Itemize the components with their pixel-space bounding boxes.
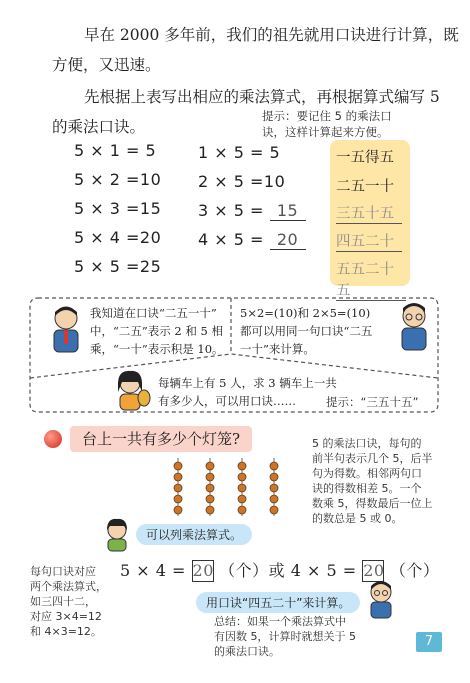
speech-bottom — [158, 374, 337, 410]
rhyme-box — [330, 140, 410, 299]
speech-right-line-2: 都可以用同一句口诀“二五 — [240, 324, 373, 338]
rhyme-1: 一五得五 — [336, 150, 394, 166]
mid-eq-1 — [198, 143, 280, 162]
mid-eq-3-text: 3 × 5 = — [198, 201, 264, 220]
right-note-line-6: 的数总是 5 或 0。 — [312, 512, 403, 525]
speech-right-line-3: 一十”来计算。 — [240, 342, 315, 356]
rhyme-4[interactable]: 四五二十 — [336, 230, 402, 252]
speech-left-line-1: 我知道在口诀“二五一十” — [90, 306, 217, 320]
answer-line — [120, 558, 439, 582]
mid-eq-2-text: 2 × 5 =10 — [198, 172, 286, 191]
right-note-line-1: 5 的乘法口诀，每句的 — [312, 437, 422, 450]
hint-top-line-2: 诀，这样计算起来方便。 — [262, 125, 389, 139]
boy-avatar-icon — [48, 304, 84, 354]
girl-avatar-icon — [112, 370, 152, 412]
right-note-line-5: 数乘 5，得数最后一位上 — [312, 497, 433, 510]
answer-box-1[interactable]: 20 — [192, 561, 214, 580]
boy-small-avatar-icon — [364, 580, 398, 620]
intro-line-2: 方便，又迅速。 — [52, 56, 161, 74]
rhyme-3[interactable]: 三五十五 — [336, 202, 402, 224]
speech-left-line-2: 中，“二五”表示 2 和 5 相 — [90, 324, 224, 338]
answer-box-2[interactable]: 20 — [363, 561, 385, 580]
rhyme-2: 二五一十 — [336, 179, 394, 195]
right-note-line-3: 句为得数。相邻两句口 — [312, 467, 422, 480]
task-line-1: 先根据上表写出相应的乘法算式，再根据算式编写 5 — [84, 88, 440, 106]
speech-right-line-1: 5×2=(10)和 2×5=(10) — [240, 306, 371, 320]
lantern-question: 台上一共有多少个灯笼? — [70, 426, 252, 452]
mid-eq-3 — [198, 201, 306, 221]
mid-eq-3-blank[interactable]: 15 — [270, 201, 306, 221]
left-note-line-3: 如三四十二， — [30, 595, 96, 608]
left-eq-4: 5 × 4 =20 — [74, 228, 162, 247]
rhyme-5[interactable]: 五五二十五 — [336, 258, 406, 301]
speech-bottom-line-2: 有多少人，可以用口诀…… — [158, 394, 296, 408]
right-note — [312, 436, 433, 526]
left-note-line-1: 每句口诀对应 — [30, 565, 96, 578]
summary-line-1: 总结：如果一个乘法算式中 — [214, 615, 346, 628]
speech-bottom-hint: 提示：“三五十五” — [326, 395, 419, 409]
answer-unit-2: （个） — [389, 561, 440, 580]
bubble-rhyme: 用口诀“四五二十”来计算。 — [196, 592, 360, 613]
hint-top — [262, 108, 392, 140]
left-eq-2: 5 × 2 =10 — [74, 170, 162, 189]
task-line-2: 的乘法口诀。 — [52, 118, 146, 136]
bubble-equation: 可以列乘法算式。 — [136, 524, 252, 545]
answer-part-1: 5 × 4 = — [120, 561, 186, 580]
summary-line-2: 有因数 5，计算时就想关于 5 — [214, 630, 356, 643]
speech-bottom-line-1: 每辆车上有 5 人，求 3 辆车上一共 — [158, 376, 337, 390]
speech-left — [90, 304, 224, 358]
right-note-line-4: 诀的得数相差 5。一个 — [312, 482, 422, 495]
right-note-line-2: 前半句表示几个 5，后半 — [312, 452, 433, 465]
summary — [214, 614, 356, 659]
left-note — [30, 564, 107, 639]
intro-line-1: 早在 2000 多年前，我们的祖先就用口诀进行计算，既 — [84, 26, 459, 44]
mid-eq-4-text: 4 × 5 = — [198, 230, 264, 249]
left-eq-5: 5 × 5 =25 — [74, 257, 162, 276]
mid-eq-1-text: 1 × 5 = 5 — [198, 143, 281, 162]
left-note-line-4: 对应 3×4=12 — [30, 610, 102, 623]
left-note-line-5: 和 4×3=12。 — [30, 625, 102, 638]
speech-left-line-3: 乘，“一十”表示积是 10。 — [90, 342, 224, 356]
mid-eq-4 — [198, 230, 306, 250]
left-note-line-2: 两个乘法算式， — [30, 580, 107, 593]
hint-top-line-1: 提示：要记住 5 的乘法口 — [262, 109, 392, 123]
left-eq-1: 5 × 1 = 5 — [74, 141, 157, 160]
left-eq-3: 5 × 3 =15 — [74, 199, 162, 218]
answer-unit-1: （个）或 4 × 5 = — [219, 561, 357, 580]
lantern-strings — [168, 458, 288, 518]
lanterns-icon — [168, 458, 288, 518]
speech-right — [240, 304, 372, 358]
page-number: 7 — [416, 632, 442, 652]
mid-eq-2 — [198, 172, 285, 191]
girl-small-avatar-icon — [100, 518, 134, 552]
mid-eq-4-blank[interactable]: 20 — [270, 230, 306, 250]
summary-line-3: 的乘法口诀。 — [214, 645, 280, 658]
red-ball-icon — [44, 430, 62, 448]
boy-glasses-avatar-icon — [396, 302, 432, 352]
